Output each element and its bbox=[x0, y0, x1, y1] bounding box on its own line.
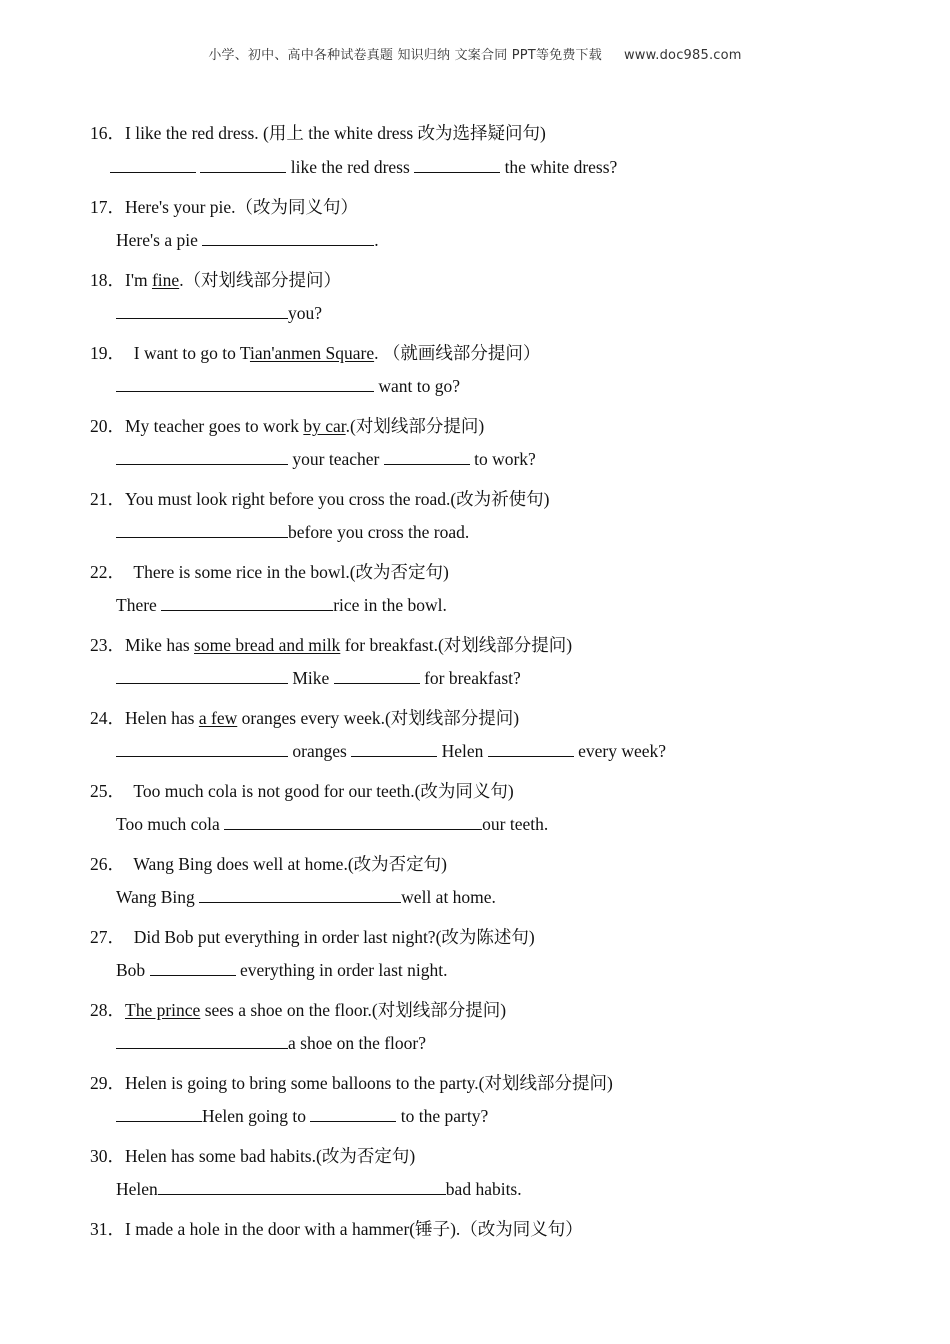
answer-blank[interactable] bbox=[384, 449, 470, 465]
question-28 bbox=[90, 997, 506, 1022]
question-31 bbox=[90, 1216, 583, 1241]
answer-blank[interactable] bbox=[150, 960, 236, 976]
question-text: sees a shoe on the floor.(对划线部分提问) bbox=[200, 1000, 507, 1020]
question-number: 16． bbox=[90, 123, 125, 143]
question-text: I like the red dress. (用上 the white dress 改为选择疑问句) bbox=[125, 123, 546, 143]
answer-25 bbox=[116, 814, 548, 835]
answer-text: . bbox=[374, 230, 379, 250]
question-number: 21． bbox=[90, 489, 125, 509]
question-text: Wang Bing does well at home.(改为否定句) bbox=[125, 854, 447, 874]
question-number: 20． bbox=[90, 416, 125, 436]
answer-text: Too much cola bbox=[116, 814, 225, 834]
question-24 bbox=[90, 705, 519, 730]
answer-text: the white dress? bbox=[500, 157, 618, 177]
answer-text: Helen going to bbox=[202, 1106, 311, 1126]
answer-blank[interactable] bbox=[414, 157, 500, 173]
answer-28 bbox=[116, 1033, 426, 1054]
question-20 bbox=[90, 413, 484, 438]
question-number: 18． bbox=[90, 270, 125, 290]
question-number: 28． bbox=[90, 1000, 125, 1020]
answer-text: to work? bbox=[469, 449, 536, 469]
answer-text: Helen bbox=[437, 741, 488, 761]
question-text: Helen has some bad habits.(改为否定句) bbox=[125, 1146, 416, 1166]
answer-blank[interactable] bbox=[310, 1106, 396, 1122]
answer-text: every week? bbox=[573, 741, 667, 761]
answer-blank[interactable] bbox=[224, 814, 482, 830]
answer-19 bbox=[116, 376, 460, 397]
question-30 bbox=[90, 1143, 415, 1168]
answer-text: everything in order last night. bbox=[235, 960, 448, 980]
question-text: Helen has bbox=[125, 708, 199, 728]
answer-text: oranges bbox=[288, 741, 352, 761]
question-number: 29． bbox=[90, 1073, 125, 1093]
underlined-text: fine bbox=[151, 270, 180, 290]
question-number: 26． bbox=[90, 854, 125, 874]
question-number: 27． bbox=[90, 927, 125, 947]
question-17 bbox=[90, 194, 358, 219]
question-number: 19． bbox=[90, 343, 125, 363]
question-number: 24． bbox=[90, 708, 125, 728]
answer-27 bbox=[116, 960, 447, 981]
answer-blank[interactable] bbox=[110, 157, 196, 173]
question-number: 25． bbox=[90, 781, 125, 801]
answer-blank[interactable] bbox=[116, 1033, 288, 1049]
question-text: for breakfast.(对划线部分提问) bbox=[340, 635, 573, 655]
question-19 bbox=[90, 340, 540, 365]
question-18 bbox=[90, 267, 341, 292]
answer-26 bbox=[116, 887, 496, 908]
answer-text: our teeth. bbox=[482, 814, 549, 834]
header-text: 小学、初中、高中各种试卷真题 知识归纳 文案合同 PPT等免费下载 bbox=[208, 48, 602, 63]
underlined-text: The prince bbox=[125, 1000, 201, 1020]
answer-text: Wang Bing bbox=[116, 887, 200, 907]
answer-text: bad habits. bbox=[445, 1179, 522, 1199]
answer-text: Here's a pie bbox=[116, 230, 203, 250]
question-text: . （就画线部分提问） bbox=[374, 343, 541, 363]
answer-blank[interactable] bbox=[161, 595, 333, 611]
answer-text: Mike bbox=[288, 668, 334, 688]
question-number: 31． bbox=[90, 1219, 125, 1239]
question-text: Did Bob put everything in order last night?(改为陈述句) bbox=[125, 927, 535, 947]
answer-30 bbox=[116, 1179, 522, 1200]
question-text: I made a hole in the door with a hammer(锤子).（改为同义句） bbox=[125, 1219, 583, 1239]
question-text: Here's your pie.（改为同义句） bbox=[125, 197, 359, 217]
question-text: Helen is going to bring some balloons to the party.(对划线部分提问) bbox=[125, 1073, 613, 1093]
answer-blank[interactable] bbox=[116, 668, 288, 684]
answer-blank[interactable] bbox=[116, 522, 288, 538]
answer-20 bbox=[116, 449, 536, 470]
answer-text: Bob bbox=[116, 960, 150, 980]
answer-text: for breakfast? bbox=[419, 668, 521, 688]
underlined-text: some bread and milk bbox=[194, 635, 341, 655]
question-text: My teacher goes to work bbox=[125, 416, 304, 436]
question-27 bbox=[90, 924, 535, 949]
answer-blank[interactable] bbox=[200, 157, 286, 173]
underlined-text: a few bbox=[198, 708, 238, 728]
answer-blank[interactable] bbox=[488, 741, 574, 757]
answer-22 bbox=[116, 595, 447, 616]
question-number: 17． bbox=[90, 197, 125, 217]
question-number: 22． bbox=[90, 562, 125, 582]
answer-16 bbox=[110, 157, 617, 178]
question-number: 30． bbox=[90, 1146, 125, 1166]
answer-blank[interactable] bbox=[199, 887, 401, 903]
question-26 bbox=[90, 851, 447, 876]
answer-text: your teacher bbox=[288, 449, 384, 469]
answer-18 bbox=[116, 303, 322, 324]
question-text: .（对划线部分提问） bbox=[179, 270, 342, 290]
answer-blank[interactable] bbox=[202, 230, 374, 246]
answer-blank[interactable] bbox=[351, 741, 437, 757]
answer-text: to the party? bbox=[396, 1106, 489, 1126]
answer-21 bbox=[116, 522, 469, 543]
answer-17 bbox=[116, 230, 379, 251]
answer-blank[interactable] bbox=[334, 668, 420, 684]
question-text: oranges every week.(对划线部分提问) bbox=[237, 708, 520, 728]
underlined-text: ian'anmen Square bbox=[249, 343, 375, 363]
answer-text: want to go? bbox=[374, 376, 461, 396]
answer-blank[interactable] bbox=[116, 1106, 202, 1122]
answer-text: Helen bbox=[116, 1179, 158, 1199]
question-29 bbox=[90, 1070, 613, 1095]
question-23 bbox=[90, 632, 572, 657]
question-text: You must look right before you cross the road.(改为祈使句) bbox=[125, 489, 550, 509]
question-text: Too much cola is not good for our teeth.(改为同义句) bbox=[125, 781, 514, 801]
answer-blank[interactable] bbox=[116, 303, 288, 319]
answer-text: before you cross the road. bbox=[288, 522, 470, 542]
underlined-text: by car bbox=[303, 416, 346, 436]
answer-24 bbox=[116, 741, 666, 762]
question-text: There is some rice in the bowl.(改为否定句) bbox=[125, 562, 449, 582]
question-22 bbox=[90, 559, 449, 584]
answer-blank[interactable] bbox=[158, 1179, 446, 1195]
answer-text: a shoe on the floor? bbox=[288, 1033, 427, 1053]
answer-23 bbox=[116, 668, 521, 689]
answer-text: There bbox=[116, 595, 162, 615]
page-header bbox=[0, 44, 950, 63]
question-text: I'm bbox=[125, 270, 152, 290]
question-text: Mike has bbox=[125, 635, 195, 655]
answer-text: well at home. bbox=[401, 887, 496, 907]
answer-blank[interactable] bbox=[116, 376, 374, 392]
question-text: I want to go to T bbox=[125, 343, 250, 363]
question-21 bbox=[90, 486, 550, 511]
answer-29 bbox=[116, 1106, 488, 1127]
answer-text: like the red dress bbox=[286, 157, 415, 177]
answer-blank[interactable] bbox=[116, 741, 288, 757]
question-number: 23． bbox=[90, 635, 125, 655]
answer-blank[interactable] bbox=[116, 449, 288, 465]
question-25 bbox=[90, 778, 514, 803]
header-site: www.doc985.com bbox=[623, 48, 742, 63]
answer-text: rice in the bowl. bbox=[333, 595, 447, 615]
question-16 bbox=[90, 120, 546, 145]
question-text: .(对划线部分提问) bbox=[345, 416, 485, 436]
answer-text: you? bbox=[288, 303, 323, 323]
